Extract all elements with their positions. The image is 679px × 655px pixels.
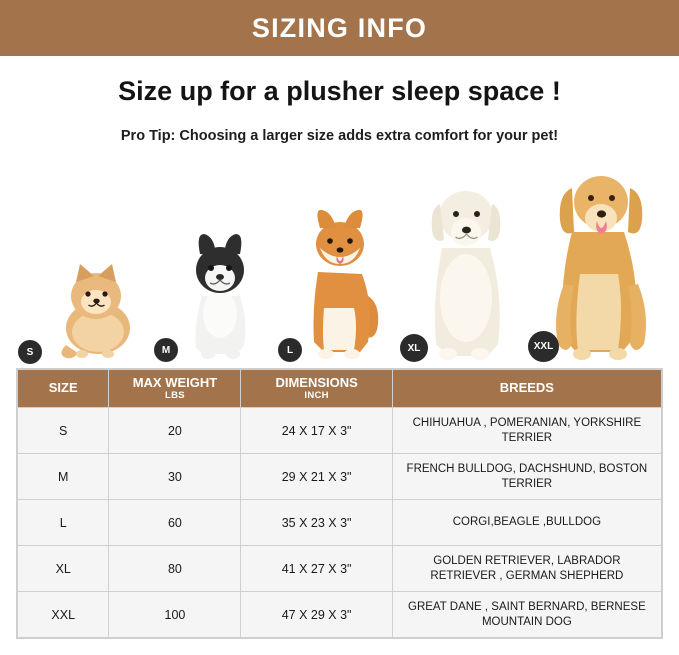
column-header-max-weight-unit: LBS [164,389,185,401]
cell-weight: 60 [109,500,241,546]
dog-illustration-xxl [533,164,660,360]
size-badge-xl [400,334,428,362]
table-row [18,454,662,500]
cell-weight: 20 [109,408,241,454]
column-header-dimensions-unit: INCH [304,389,329,401]
cell-dimensions: 47 X 29 X 3" [241,592,392,638]
cell-weight: 30 [109,454,241,500]
table-header-row [18,370,662,408]
size-badge-xxl [528,331,559,362]
table-row [18,546,662,592]
column-header-max-weight-label: MAX WEIGHT [132,374,218,390]
cell-breeds: GOLDEN RETRIEVER, LABRADOR RETRIEVER , GERMAN SHEPHERD [392,546,661,592]
cell-dimensions: 35 X 23 X 3" [241,500,392,546]
cell-weight: 100 [109,592,241,638]
cell-size: L [18,500,109,546]
subheadline: Pro Tip: Choosing a larger size adds extra comfort for your pet! [120,128,559,144]
cell-weight: 80 [109,546,241,592]
cell-breeds: GREAT DANE , SAINT BERNARD, BERNESE MOUNTAIN DOG [392,592,661,638]
table-row [18,592,662,638]
size-badge-l-label: L [286,344,294,356]
column-header-dimensions [241,370,392,408]
cell-dimensions: 29 X 21 X 3" [241,454,392,500]
cell-breeds: FRENCH BULLDOG, DACHSHUND, BOSTON TERRIER [392,454,661,500]
table-row [18,500,662,546]
size-badge-m-label: M [161,344,171,356]
header-banner [0,0,679,56]
dog-illustration-xl [407,178,520,360]
column-header-max-weight [109,370,241,408]
golden-retriever-icon [542,164,660,360]
cell-dimensions: 24 X 17 X 3" [241,408,392,454]
column-header-size-label: SIZE [48,380,78,396]
column-header-size [18,370,109,408]
french-bulldog-icon [176,230,264,360]
size-badge-l [278,338,302,362]
dog-illustration-l [286,208,390,360]
pomeranian-icon [46,250,146,360]
cell-dimensions: 41 X 27 X 3" [241,546,392,592]
dog-illustration-s [26,250,146,360]
shiba-inu-icon [290,208,390,360]
column-header-breeds [392,370,661,408]
headline: Size up for a plusher sleep space ! [118,76,561,106]
size-badge-xl-label: XL [407,342,421,354]
labrador-icon [412,178,520,360]
dog-illustration-m [161,230,264,360]
dog-size-row [0,160,679,360]
sizing-table [16,368,663,639]
size-badge-m [154,338,178,362]
table-row [18,408,662,454]
cell-size: S [18,408,109,454]
size-badge-s [18,340,42,364]
cell-size: XXL [18,592,109,638]
cell-breeds: CORGI,BEAGLE ,BULLDOG [392,500,661,546]
cell-size: M [18,454,109,500]
page-title: SIZING INFO [251,13,428,43]
cell-breeds: CHIHUAHUA , POMERANIAN, YORKSHIRE TERRIER [392,408,661,454]
size-badge-xxl-label: XXL [533,341,554,352]
cell-size: XL [18,546,109,592]
column-header-dimensions-label: DIMENSIONS [275,374,358,390]
column-header-breeds-label: BREEDS [499,380,554,396]
size-badge-s-label: S [26,346,34,358]
